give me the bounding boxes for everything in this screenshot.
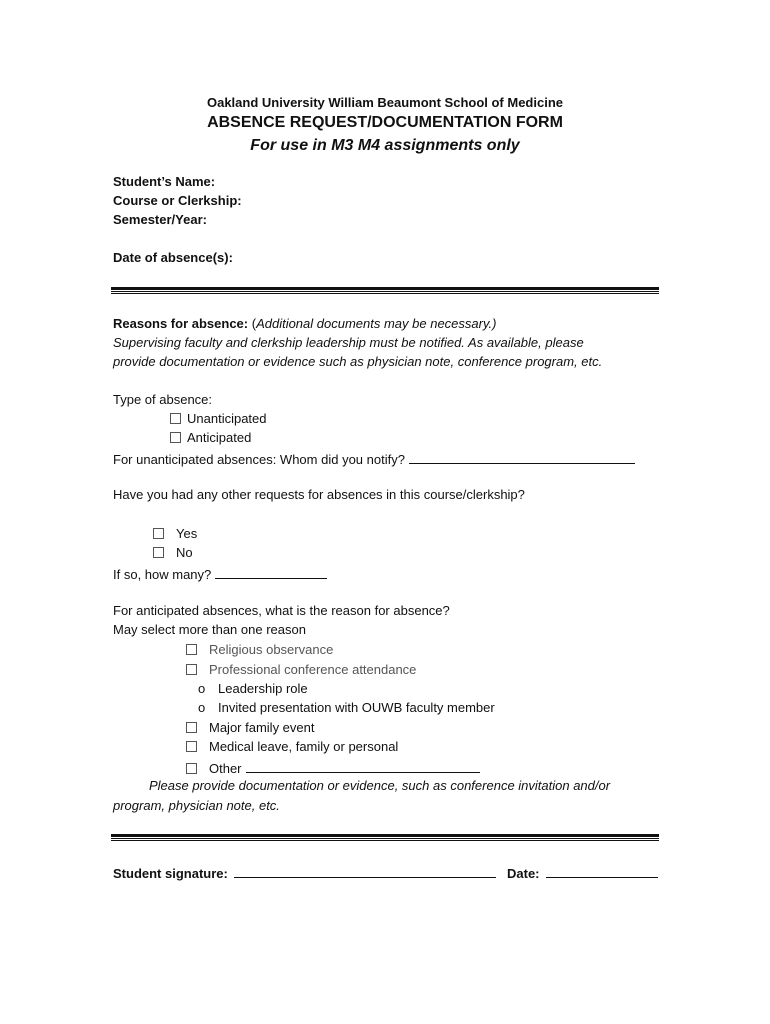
form-title: ABSENCE REQUEST/DOCUMENTATION FORM: [207, 114, 563, 131]
semester-label: Semester/Year:: [113, 212, 207, 227]
reasons-line-2: provide documentation or evidence such as physician note, conference program, etc.: [113, 354, 603, 369]
option-other[interactable]: Other: [186, 759, 480, 776]
option-yes[interactable]: Yes: [153, 526, 197, 541]
option-religious[interactable]: Religious observance: [186, 642, 333, 657]
checkbox-unanticipated[interactable]: [170, 413, 181, 424]
institution-name: Oakland University William Beaumont School of Medicine: [206, 95, 563, 110]
signature-line[interactable]: [234, 864, 496, 878]
student-name-label: Student’s Name:: [113, 174, 216, 189]
checkbox-religious[interactable]: [186, 644, 197, 655]
course-label: Course or Clerkship:: [113, 193, 242, 208]
sub-option-invited: o Invited presentation with OUWB faculty member: [198, 700, 495, 715]
doc-note-line-2: program, physician note, etc.: [113, 798, 280, 813]
other-requests-question: Have you had any other requests for absences in this course/clerkship?: [113, 487, 525, 502]
date-of-absence-label: Date of absence(s):: [113, 250, 233, 265]
reasons-label: Reasons for absence:: [113, 316, 249, 331]
date-row: [507, 864, 658, 881]
doc-note-line-1: Please provide documentation or evidence, such as conference invitation and/or: [149, 778, 611, 793]
reasons-line-1: Supervising faculty and clerkship leadership must be notified. As available, please: [113, 335, 584, 350]
how-many-answer-line[interactable]: [215, 565, 327, 579]
checkbox-no[interactable]: [153, 547, 164, 558]
signature-row: [113, 864, 496, 881]
reasons-paren: (: [248, 316, 257, 331]
signature-date-line[interactable]: [546, 864, 658, 878]
notify-question: For unanticipated absences: Whom did you notify?: [113, 450, 635, 467]
checkbox-other[interactable]: [186, 763, 197, 774]
anticipated-question: For anticipated absences, what is the reason for absence?: [113, 603, 450, 618]
circle-bullet-icon: o: [198, 700, 206, 715]
checkbox-family[interactable]: [186, 722, 197, 733]
other-answer-line[interactable]: [246, 759, 480, 773]
reasons-note: Additional documents may be necessary.): [256, 316, 497, 331]
checkbox-medical[interactable]: [186, 741, 197, 752]
sub-option-leadership: o Leadership role: [198, 681, 308, 696]
how-many-question: If so, how many?: [113, 565, 327, 582]
option-no[interactable]: No: [153, 545, 193, 560]
option-conference[interactable]: Professional conference attendance: [186, 662, 416, 677]
select-more-note: May select more than one reason: [113, 622, 306, 637]
option-family[interactable]: Major family event: [186, 720, 314, 735]
option-anticipated[interactable]: Anticipated: [170, 430, 251, 445]
option-medical[interactable]: Medical leave, family or personal: [186, 739, 398, 754]
type-of-absence-label: Type of absence:: [113, 392, 213, 407]
reasons-heading: [113, 316, 496, 331]
divider-top: [111, 287, 659, 294]
checkbox-anticipated[interactable]: [170, 432, 181, 443]
signature-date-label: Date:: [507, 866, 540, 881]
divider-bottom: [111, 834, 659, 841]
checkbox-yes[interactable]: [153, 528, 164, 539]
option-unanticipated[interactable]: Unanticipated: [170, 411, 267, 426]
circle-bullet-icon: o: [198, 681, 206, 696]
checkbox-conference[interactable]: [186, 664, 197, 675]
notify-answer-line[interactable]: [409, 450, 635, 464]
form-subtitle: For use in M3 M4 assignments only: [250, 137, 520, 154]
student-signature-label: Student signature:: [113, 866, 228, 881]
